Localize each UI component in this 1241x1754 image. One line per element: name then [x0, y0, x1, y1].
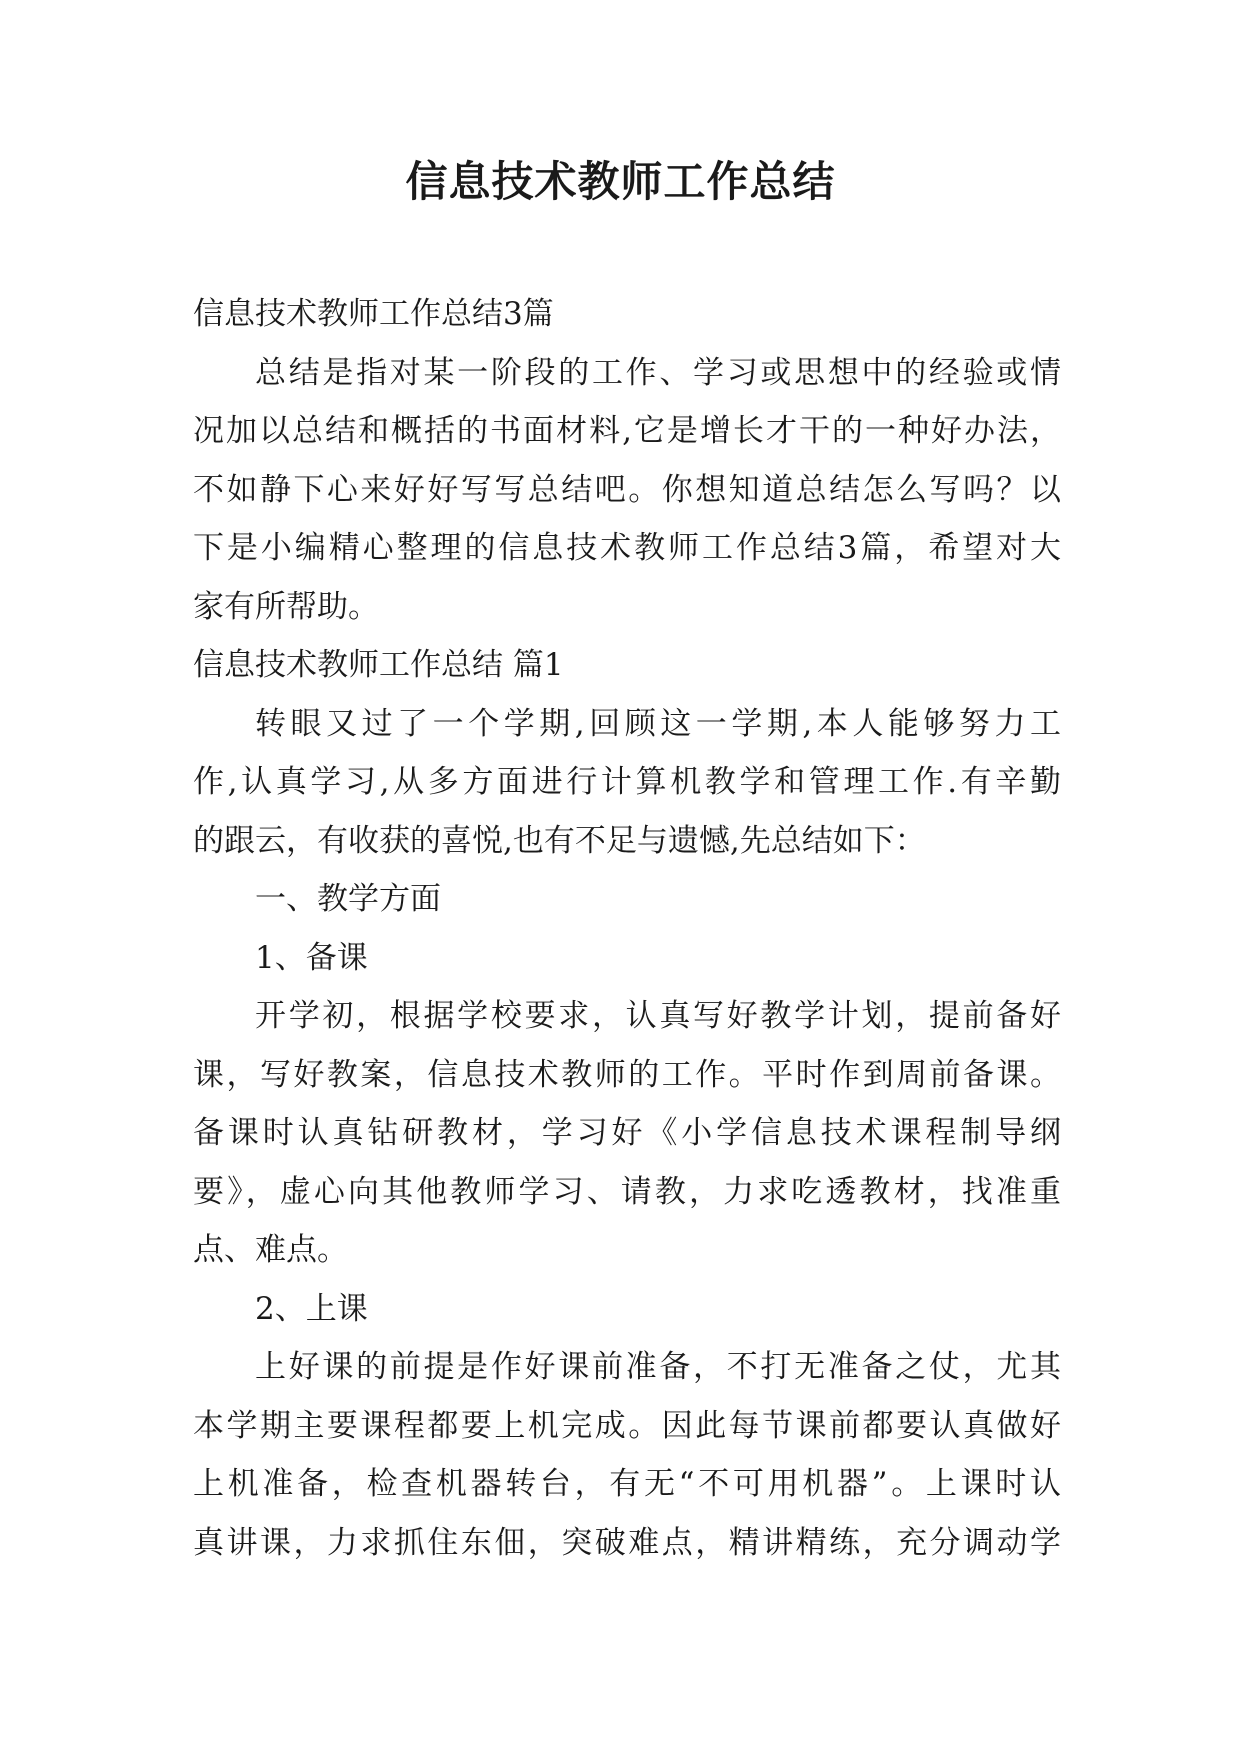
subtitle-line: 信息技术教师工作总结3篇 — [193, 296, 554, 332]
subsection-heading: 2、上课 — [255, 1290, 368, 1327]
paragraph-line: 备课时认真钻研教材，学习好《小学信息技术课程制导纲 — [193, 1115, 1061, 1151]
paragraph-line: 本学期主要课程都要上机完成。因此每节课前都要认真做好 — [193, 1407, 1061, 1444]
paragraph-line: 不如静下心来好好写写总结吧。你想知道总结怎么写吗？以 — [193, 471, 1061, 508]
paragraph-line: 上机准备，检查机器转台，有无“不可用机器”。上课时认 — [193, 1466, 1061, 1502]
paragraph-line: 作,认真学习,从多方面进行计算机教学和管理工作.有辛勤 — [193, 764, 1061, 800]
document-body — [193, 285, 1061, 1572]
section-heading: 信息技术教师工作总结 篇1 — [193, 647, 564, 683]
subsection-heading: 1、备课 — [255, 939, 368, 976]
paragraph-line: 点、难点。 — [193, 1232, 348, 1268]
paragraph-line: 开学初，根据学校要求，认真写好教学计划，提前备好 — [255, 998, 1061, 1034]
paragraph-line: 的跟云，有收获的喜悦,也有不足与遗憾,先总结如下： — [193, 822, 926, 859]
paragraph-line: 下是小编精心整理的信息技术教师工作总结3篇，希望对大 — [193, 530, 1061, 566]
paragraph-line: 真讲课，力求抓住东佃，突破难点，精讲精练，充分调动学 — [193, 1524, 1061, 1561]
paragraph-line: 要》，虚心向其他教师学习、请教，力求吃透教材，找准重 — [193, 1173, 1061, 1210]
paragraph-line: 转眼又过了一个学期,回顾这一学期,本人能够努力工 — [255, 705, 1061, 742]
subsection-heading: 一、教学方面 — [255, 881, 441, 917]
paragraph-line: 课，写好教案，信息技术教师的工作。平时作到周前备课。 — [193, 1056, 1061, 1093]
document-title: 信息技术教师工作总结 — [405, 157, 836, 206]
paragraph-line: 上好课的前提是作好课前准备，不打无准备之仗，尤其 — [255, 1349, 1061, 1385]
paragraph-line: 总结是指对某一阶段的工作、学习或思想中的经验或情 — [255, 354, 1061, 391]
paragraph-line: 况加以总结和概括的书面材料,它是增长才干的一种好办法， — [193, 413, 1061, 449]
paragraph-line: 家有所帮助。 — [193, 588, 379, 625]
